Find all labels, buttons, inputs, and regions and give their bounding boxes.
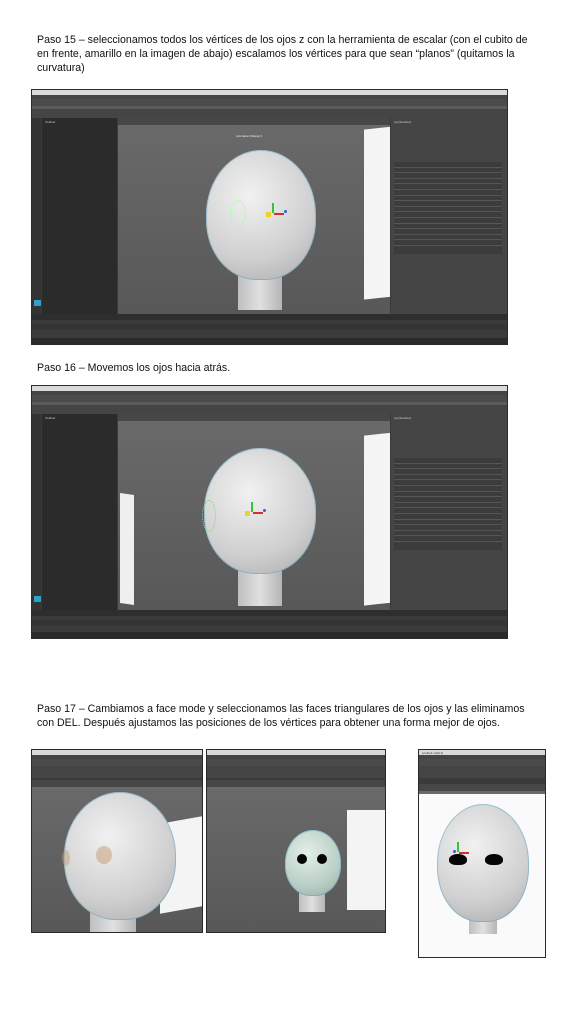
step-16-screenshot [31,385,508,639]
range-slider [32,620,507,626]
outliner-label: Outliner [45,120,56,124]
z-axis-handle [263,509,266,512]
y-axis-handle [457,842,459,852]
step-17-text: Paso 17 – Cambiamos a face mode y seleccionamos las faces triangulares de los ojos y las eliminamos con DEL. Después ajustamos las posiciones de los vértices para obtener una forma mejor de ojos. [37,703,525,729]
attribute-list [394,162,502,254]
timeline [32,610,507,632]
toolbox [32,118,41,316]
outliner-label: Outliner [45,416,56,420]
outliner-panel [42,414,117,610]
step-16-text: Paso 16 – Movemos los ojos hacia atrás. [37,362,231,374]
y-axis-handle [272,203,274,213]
selected-vertices [230,200,246,226]
reference-plane [364,126,390,299]
status-line [207,759,385,766]
shelf [419,766,545,778]
viewport [32,780,202,932]
attr-editor-label: polySurface1 [394,120,412,124]
viewport [118,118,390,314]
viewport-toolbar [419,784,545,791]
viewport-toolbar [207,780,385,787]
eye-hole-right [317,854,327,864]
attribute-list [394,458,502,550]
eye-hole-right [485,854,503,865]
x-axis-handle [459,852,469,854]
head-mesh [206,150,316,280]
shelf [32,766,202,778]
status-line [32,395,507,402]
z-axis-handle [453,850,456,853]
step-15-screenshot [31,89,508,345]
side-reference-plane [120,493,134,605]
head-mesh [64,792,176,920]
viewport-toolbar [32,780,202,787]
outliner-panel [42,118,117,314]
toolbox [32,414,41,610]
reference-plane [364,432,390,605]
eye-hole-left [297,854,307,864]
shelf-tabs [32,402,507,405]
step-15-text: Paso 15 – seleccionamos todos los vértices de los ojos z con la herramienta de escalar (con el cubito de en frente, amarillo en la imagen de abajo) escalamos los vértices para que sean “planos” (quitamos la curvatura) [37,34,528,74]
viewport [118,414,390,610]
scale-cube-handle [266,212,271,217]
eye-hole-left [449,854,467,865]
step-17-screenshot-a [31,749,203,933]
attr-editor-label: polySurface1 [394,416,412,420]
x-axis-handle [253,512,263,514]
viewport-label: Animation (Maya) 3 [236,134,263,138]
attribute-editor [391,118,507,314]
viewport [207,780,385,932]
viewport-toolbar [118,414,390,421]
scale-cube-handle [245,511,250,516]
attribute-editor [391,414,507,610]
head-mesh [204,448,316,574]
command-line [32,338,507,344]
y-axis-handle [251,502,253,512]
status-line [32,99,507,106]
eye-faces-selected [96,846,112,864]
step-17-screenshot-c [418,749,546,958]
maya-logo-icon [34,300,41,306]
selected-vertices [202,500,216,532]
x-axis-handle [274,213,284,215]
status-line [419,759,545,766]
z-axis-handle [284,210,287,213]
shelf-tabs [32,106,507,109]
reference-plane [347,810,385,910]
range-slider [32,324,507,330]
maya-logo-icon [34,596,41,602]
viewport [419,784,545,957]
object-name: pCube1.vtx[0:1] [422,751,444,755]
time-slider [32,610,507,616]
command-line [32,632,507,638]
status-line [32,759,202,766]
timeline [32,314,507,338]
shelf [207,766,385,778]
step-17-screenshot-b [206,749,386,933]
time-slider [32,314,507,320]
eye-faces-selected [62,850,70,866]
viewport-toolbar [118,118,390,125]
head-mesh [285,830,341,896]
